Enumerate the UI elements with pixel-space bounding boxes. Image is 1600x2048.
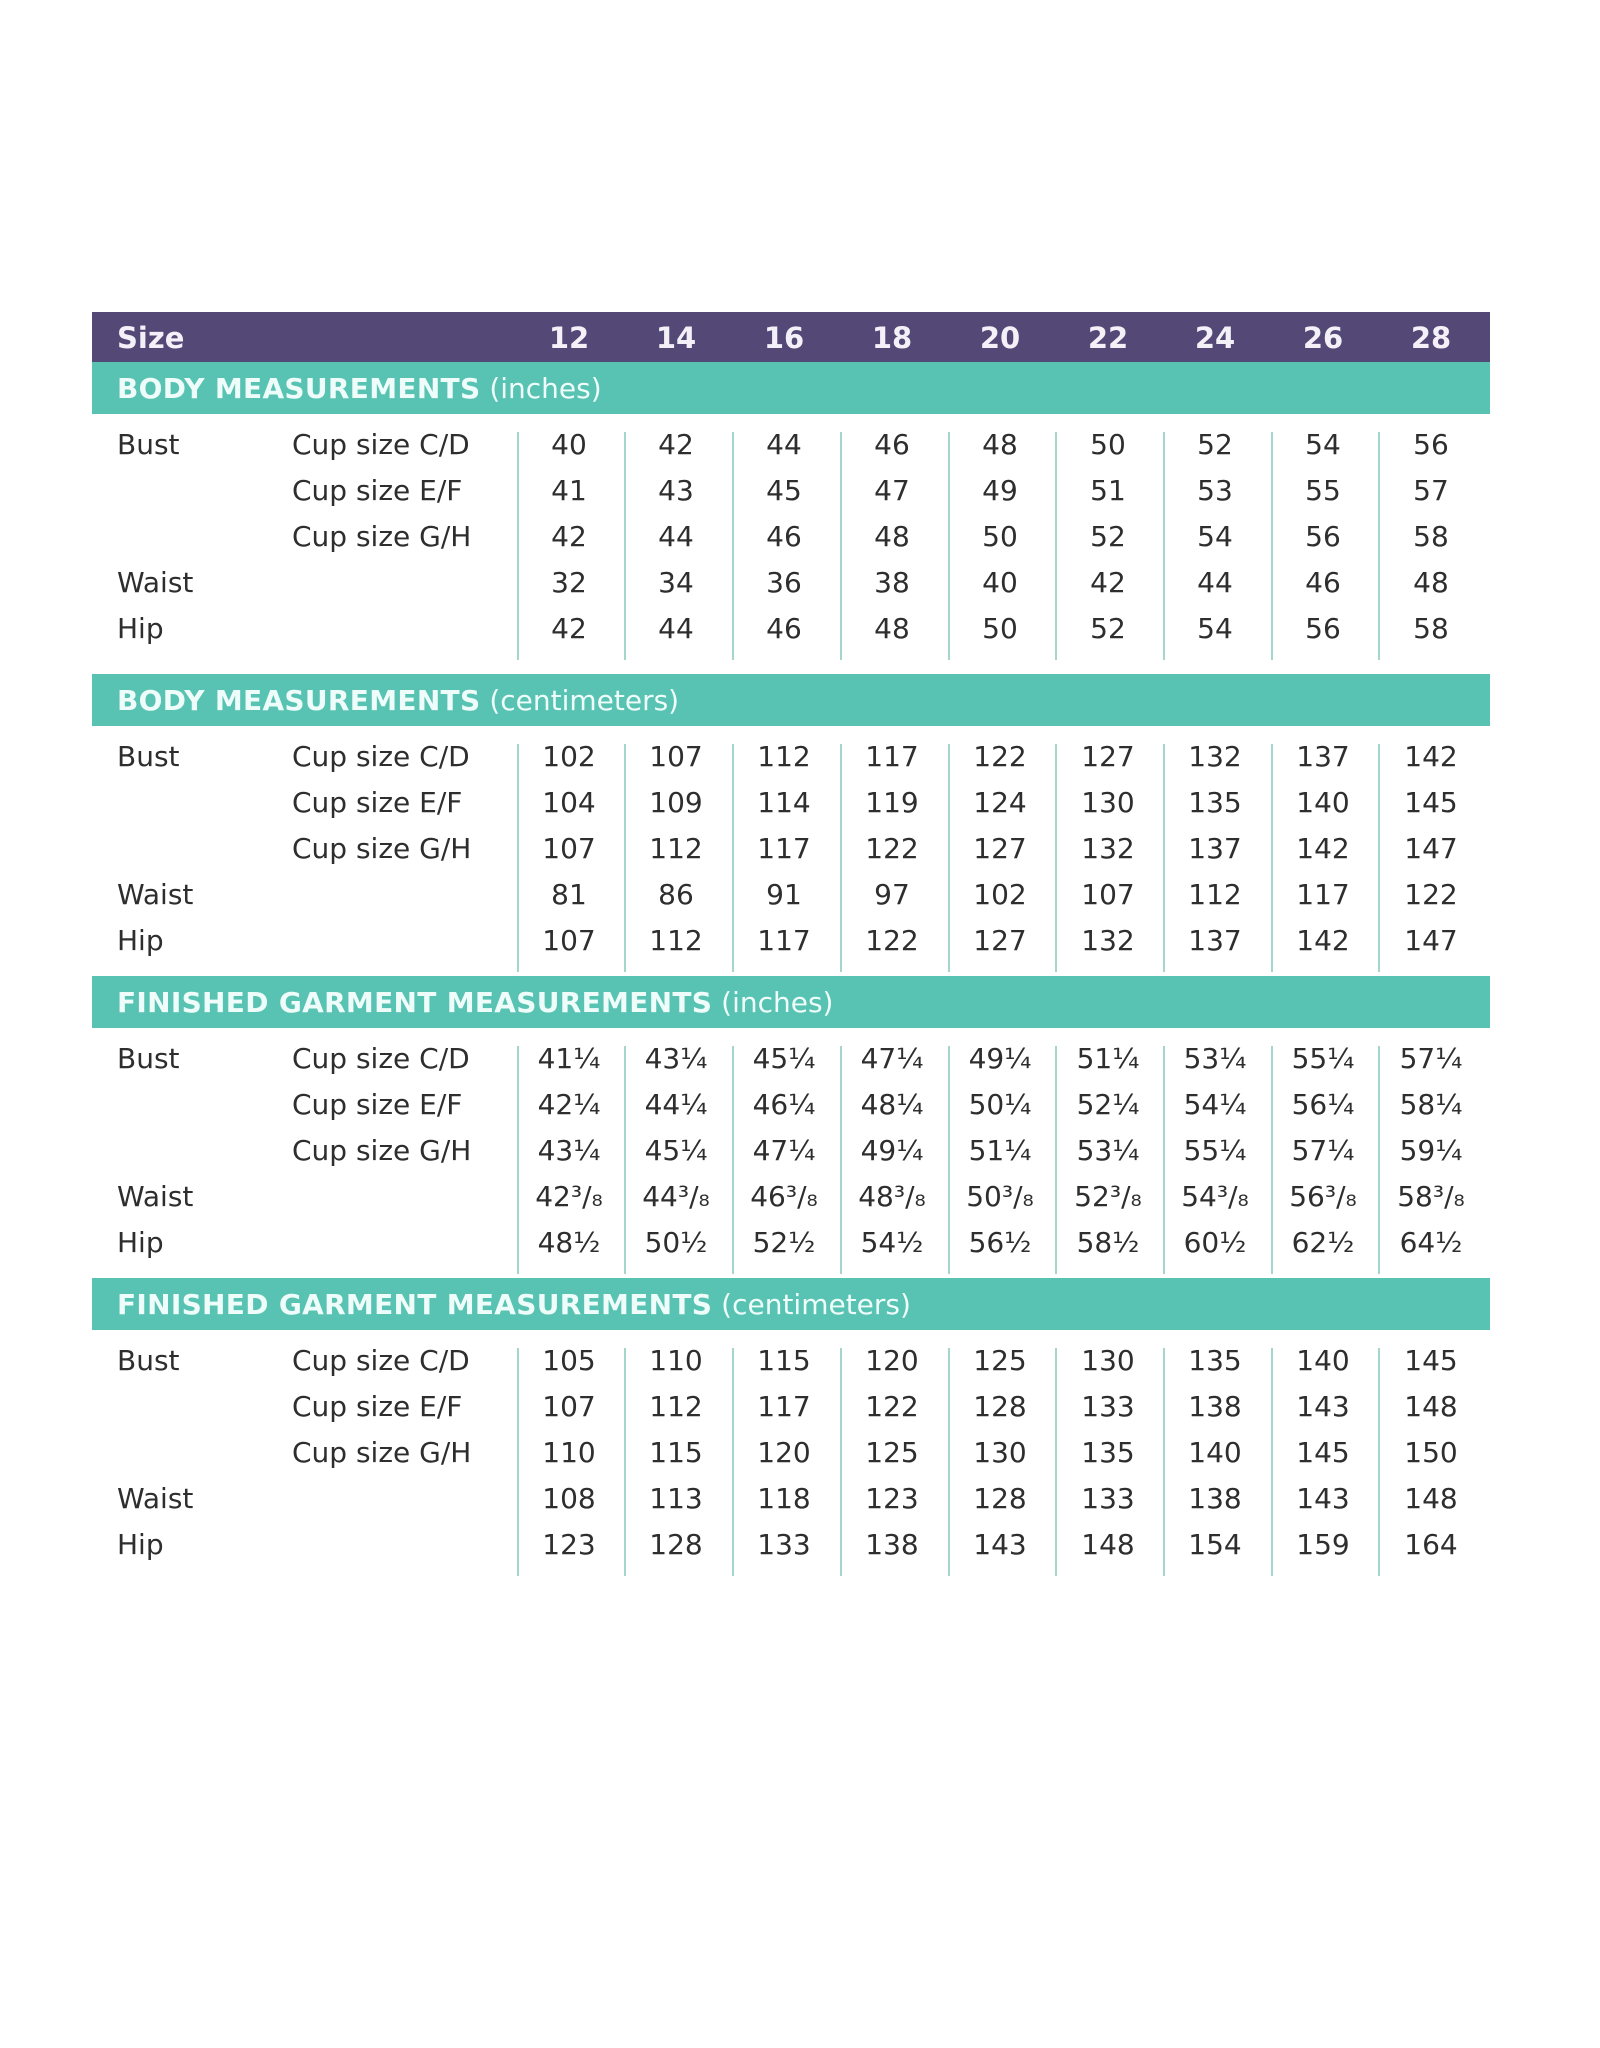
table-cell: 91 bbox=[766, 878, 802, 911]
table-cell: 123 bbox=[542, 1528, 596, 1561]
table-cell: 143 bbox=[1296, 1482, 1350, 1515]
table-cell: 44³/₈ bbox=[642, 1180, 710, 1213]
table-cell: 107 bbox=[1081, 878, 1135, 911]
table-cell: 115 bbox=[757, 1344, 811, 1377]
table-cell: 140 bbox=[1296, 786, 1350, 819]
table-cell: 147 bbox=[1404, 924, 1458, 957]
row-label: Bust bbox=[117, 740, 180, 773]
table-cell: 50½ bbox=[644, 1226, 708, 1259]
table-cell: 81 bbox=[551, 878, 587, 911]
table-cell: 58 bbox=[1413, 520, 1449, 553]
table-cell: 54½ bbox=[860, 1226, 924, 1259]
table-cell: 107 bbox=[542, 1390, 596, 1423]
table-cell: 43¼ bbox=[537, 1134, 601, 1167]
section-title-unit: (inches) bbox=[489, 372, 602, 405]
table-cell: 138 bbox=[1188, 1390, 1242, 1423]
table-cell: 112 bbox=[1188, 878, 1242, 911]
row-sublabel: Cup size E/F bbox=[292, 474, 463, 507]
table-row bbox=[92, 1088, 1490, 1134]
table-cell: 108 bbox=[542, 1482, 596, 1515]
table-cell: 64½ bbox=[1399, 1226, 1463, 1259]
table-cell: 41¼ bbox=[537, 1042, 601, 1075]
table-cell: 127 bbox=[1081, 740, 1135, 773]
row-label: Waist bbox=[117, 878, 194, 911]
table-cell: 54 bbox=[1197, 612, 1233, 645]
table-cell: 48³/₈ bbox=[858, 1180, 926, 1213]
table-cell: 52 bbox=[1090, 612, 1126, 645]
table-cell: 107 bbox=[542, 924, 596, 957]
row-label: Hip bbox=[117, 612, 164, 645]
table-cell: 47¼ bbox=[860, 1042, 924, 1075]
row-label: Waist bbox=[117, 566, 194, 599]
table-cell: 128 bbox=[973, 1482, 1027, 1515]
table-cell: 112 bbox=[649, 1390, 703, 1423]
table-cell: 58¼ bbox=[1399, 1088, 1463, 1121]
table-cell: 44¼ bbox=[644, 1088, 708, 1121]
table-cell: 47¼ bbox=[752, 1134, 816, 1167]
table-cell: 54³/₈ bbox=[1181, 1180, 1249, 1213]
table-cell: 127 bbox=[973, 832, 1027, 865]
table-cell: 48¼ bbox=[860, 1088, 924, 1121]
table-cell: 32 bbox=[551, 566, 587, 599]
table-cell: 117 bbox=[865, 740, 919, 773]
table-cell: 124 bbox=[973, 786, 1027, 819]
table-cell: 57 bbox=[1413, 474, 1449, 507]
section-header bbox=[92, 1278, 1490, 1330]
table-cell: 56 bbox=[1305, 520, 1341, 553]
table-row bbox=[92, 740, 1490, 786]
table-cell: 107 bbox=[542, 832, 596, 865]
table-cell: 55¼ bbox=[1183, 1134, 1247, 1167]
table-cell: 110 bbox=[542, 1436, 596, 1469]
table-cell: 115 bbox=[649, 1436, 703, 1469]
table-cell: 40 bbox=[551, 428, 587, 461]
table-cell: 140 bbox=[1188, 1436, 1242, 1469]
table-cell: 137 bbox=[1296, 740, 1350, 773]
table-cell: 51 bbox=[1090, 474, 1126, 507]
table-cell: 45¼ bbox=[752, 1042, 816, 1075]
table-cell: 137 bbox=[1188, 924, 1242, 957]
table-cell: 105 bbox=[542, 1344, 596, 1377]
table-cell: 43¼ bbox=[644, 1042, 708, 1075]
row-label: Hip bbox=[117, 1528, 164, 1561]
table-cell: 132 bbox=[1188, 740, 1242, 773]
row-sublabel: Cup size C/D bbox=[292, 1344, 470, 1377]
table-cell: 97 bbox=[874, 878, 910, 911]
table-cell: 46 bbox=[874, 428, 910, 461]
table-row bbox=[92, 924, 1490, 970]
table-cell: 42¼ bbox=[537, 1088, 601, 1121]
table-row bbox=[92, 520, 1490, 566]
table-row bbox=[92, 1436, 1490, 1482]
size-col-header: 12 bbox=[548, 321, 590, 355]
table-cell: 120 bbox=[757, 1436, 811, 1469]
size-col-header: 28 bbox=[1410, 321, 1452, 355]
table-cell: 58 bbox=[1413, 612, 1449, 645]
table-cell: 145 bbox=[1404, 786, 1458, 819]
section-title-unit: (centimeters) bbox=[721, 1288, 911, 1321]
row-sublabel: Cup size C/D bbox=[292, 1042, 470, 1075]
table-row bbox=[92, 1042, 1490, 1088]
table-cell: 59¼ bbox=[1399, 1134, 1463, 1167]
table-cell: 46 bbox=[1305, 566, 1341, 599]
size-col-header: 20 bbox=[979, 321, 1021, 355]
table-cell: 137 bbox=[1188, 832, 1242, 865]
size-col-header: 26 bbox=[1302, 321, 1344, 355]
table-cell: 47 bbox=[874, 474, 910, 507]
table-cell: 57¼ bbox=[1399, 1042, 1463, 1075]
table-row bbox=[92, 612, 1490, 658]
table-cell: 127 bbox=[973, 924, 1027, 957]
size-col-header: 16 bbox=[763, 321, 805, 355]
table-cell: 117 bbox=[757, 924, 811, 957]
table-cell: 130 bbox=[1081, 786, 1135, 819]
table-cell: 46³/₈ bbox=[750, 1180, 818, 1213]
table-cell: 117 bbox=[757, 832, 811, 865]
table-cell: 56 bbox=[1305, 612, 1341, 645]
table-cell: 133 bbox=[1081, 1482, 1135, 1515]
table-cell: 50³/₈ bbox=[966, 1180, 1034, 1213]
table-cell: 40 bbox=[982, 566, 1018, 599]
section-header bbox=[92, 976, 1490, 1028]
table-cell: 86 bbox=[658, 878, 694, 911]
table-cell: 49¼ bbox=[860, 1134, 924, 1167]
size-header-row bbox=[92, 312, 1490, 362]
table-cell: 48½ bbox=[537, 1226, 601, 1259]
table-cell: 132 bbox=[1081, 924, 1135, 957]
table-cell: 46 bbox=[766, 520, 802, 553]
row-label: Hip bbox=[117, 1226, 164, 1259]
row-sublabel: Cup size G/H bbox=[292, 832, 472, 865]
table-cell: 142 bbox=[1296, 924, 1350, 957]
table-cell: 110 bbox=[649, 1344, 703, 1377]
table-cell: 125 bbox=[973, 1344, 1027, 1377]
row-sublabel: Cup size G/H bbox=[292, 1134, 472, 1167]
table-cell: 117 bbox=[1296, 878, 1350, 911]
table-cell: 42³/₈ bbox=[535, 1180, 603, 1213]
table-row bbox=[92, 1134, 1490, 1180]
table-cell: 48 bbox=[982, 428, 1018, 461]
table-cell: 132 bbox=[1081, 832, 1135, 865]
table-cell: 50 bbox=[982, 612, 1018, 645]
size-header-label: Size bbox=[117, 321, 185, 355]
table-cell: 130 bbox=[973, 1436, 1027, 1469]
table-cell: 147 bbox=[1404, 832, 1458, 865]
table-row bbox=[92, 1344, 1490, 1390]
table-cell: 48 bbox=[874, 612, 910, 645]
table-cell: 135 bbox=[1081, 1436, 1135, 1469]
table-cell: 60½ bbox=[1183, 1226, 1247, 1259]
section-body bbox=[92, 414, 1490, 674]
row-sublabel: Cup size C/D bbox=[292, 428, 470, 461]
table-row bbox=[92, 1226, 1490, 1272]
table-cell: 107 bbox=[649, 740, 703, 773]
size-col-header: 14 bbox=[655, 321, 697, 355]
table-cell: 120 bbox=[865, 1344, 919, 1377]
row-label: Bust bbox=[117, 428, 180, 461]
table-cell: 56 bbox=[1413, 428, 1449, 461]
table-cell: 138 bbox=[865, 1528, 919, 1561]
table-cell: 128 bbox=[973, 1390, 1027, 1423]
table-cell: 52 bbox=[1090, 520, 1126, 553]
section-title-unit: (inches) bbox=[721, 986, 834, 1019]
table-cell: 57¼ bbox=[1291, 1134, 1355, 1167]
table-cell: 44 bbox=[1197, 566, 1233, 599]
table-row bbox=[92, 474, 1490, 520]
table-cell: 42 bbox=[1090, 566, 1126, 599]
table-cell: 44 bbox=[658, 612, 694, 645]
table-cell: 54¼ bbox=[1183, 1088, 1247, 1121]
table-cell: 49 bbox=[982, 474, 1018, 507]
table-cell: 143 bbox=[973, 1528, 1027, 1561]
table-row bbox=[92, 1390, 1490, 1436]
table-cell: 122 bbox=[865, 924, 919, 957]
table-cell: 38 bbox=[874, 566, 910, 599]
table-cell: 112 bbox=[649, 832, 703, 865]
table-cell: 143 bbox=[1296, 1390, 1350, 1423]
table-cell: 42 bbox=[551, 612, 587, 645]
section-title bbox=[117, 372, 602, 405]
table-cell: 102 bbox=[542, 740, 596, 773]
table-cell: 52½ bbox=[752, 1226, 816, 1259]
size-chart-table bbox=[92, 312, 1490, 1590]
table-row bbox=[92, 1482, 1490, 1528]
size-col-header: 22 bbox=[1087, 321, 1129, 355]
table-row bbox=[92, 566, 1490, 612]
row-label: Bust bbox=[117, 1042, 180, 1075]
table-cell: 135 bbox=[1188, 786, 1242, 819]
table-cell: 133 bbox=[1081, 1390, 1135, 1423]
table-cell: 55 bbox=[1305, 474, 1341, 507]
table-cell: 50 bbox=[1090, 428, 1126, 461]
row-sublabel: Cup size E/F bbox=[292, 786, 463, 819]
table-cell: 54 bbox=[1305, 428, 1341, 461]
section-title bbox=[117, 1288, 911, 1321]
section-title-main: FINISHED GARMENT MEASUREMENTS bbox=[117, 1288, 713, 1321]
section-title-main: BODY MEASUREMENTS bbox=[117, 372, 481, 405]
table-cell: 140 bbox=[1296, 1344, 1350, 1377]
table-cell: 50¼ bbox=[968, 1088, 1032, 1121]
size-col-header: 24 bbox=[1194, 321, 1236, 355]
table-cell: 133 bbox=[757, 1528, 811, 1561]
row-label: Hip bbox=[117, 924, 164, 957]
table-cell: 46¼ bbox=[752, 1088, 816, 1121]
table-row bbox=[92, 878, 1490, 924]
table-cell: 56³/₈ bbox=[1289, 1180, 1357, 1213]
table-cell: 122 bbox=[865, 1390, 919, 1423]
table-cell: 113 bbox=[649, 1482, 703, 1515]
table-cell: 142 bbox=[1404, 740, 1458, 773]
table-cell: 50 bbox=[982, 520, 1018, 553]
table-cell: 53¼ bbox=[1076, 1134, 1140, 1167]
table-cell: 114 bbox=[757, 786, 811, 819]
table-cell: 46 bbox=[766, 612, 802, 645]
table-cell: 34 bbox=[658, 566, 694, 599]
size-col-header: 18 bbox=[871, 321, 913, 355]
section-header bbox=[92, 674, 1490, 726]
table-cell: 150 bbox=[1404, 1436, 1458, 1469]
row-label: Bust bbox=[117, 1344, 180, 1377]
table-cell: 58³/₈ bbox=[1397, 1180, 1465, 1213]
section-title-main: BODY MEASUREMENTS bbox=[117, 684, 481, 717]
table-cell: 53¼ bbox=[1183, 1042, 1247, 1075]
table-cell: 164 bbox=[1404, 1528, 1458, 1561]
table-cell: 45¼ bbox=[644, 1134, 708, 1167]
sections-container bbox=[92, 362, 1490, 1590]
row-label: Waist bbox=[117, 1482, 194, 1515]
table-cell: 123 bbox=[865, 1482, 919, 1515]
table-cell: 112 bbox=[757, 740, 811, 773]
table-cell: 130 bbox=[1081, 1344, 1135, 1377]
table-row bbox=[92, 428, 1490, 474]
row-sublabel: Cup size E/F bbox=[292, 1390, 463, 1423]
table-cell: 148 bbox=[1404, 1390, 1458, 1423]
table-cell: 104 bbox=[542, 786, 596, 819]
table-cell: 145 bbox=[1296, 1436, 1350, 1469]
table-cell: 125 bbox=[865, 1436, 919, 1469]
table-cell: 119 bbox=[865, 786, 919, 819]
table-cell: 51¼ bbox=[1076, 1042, 1140, 1075]
table-cell: 44 bbox=[658, 520, 694, 553]
table-cell: 128 bbox=[649, 1528, 703, 1561]
table-cell: 109 bbox=[649, 786, 703, 819]
section-body bbox=[92, 1028, 1490, 1278]
section-title-unit: (centimeters) bbox=[489, 684, 680, 717]
table-cell: 56½ bbox=[968, 1226, 1032, 1259]
table-cell: 145 bbox=[1404, 1344, 1458, 1377]
table-cell: 55¼ bbox=[1291, 1042, 1355, 1075]
table-cell: 118 bbox=[757, 1482, 811, 1515]
table-cell: 42 bbox=[658, 428, 694, 461]
table-cell: 52³/₈ bbox=[1074, 1180, 1142, 1213]
section-body bbox=[92, 1330, 1490, 1590]
table-cell: 43 bbox=[658, 474, 694, 507]
table-cell: 122 bbox=[973, 740, 1027, 773]
table-row bbox=[92, 786, 1490, 832]
table-cell: 48 bbox=[874, 520, 910, 553]
table-cell: 49¼ bbox=[968, 1042, 1032, 1075]
table-cell: 62½ bbox=[1291, 1226, 1355, 1259]
table-cell: 112 bbox=[649, 924, 703, 957]
section-header bbox=[92, 362, 1490, 414]
table-cell: 102 bbox=[973, 878, 1027, 911]
table-cell: 53 bbox=[1197, 474, 1233, 507]
table-row bbox=[92, 1180, 1490, 1226]
row-sublabel: Cup size G/H bbox=[292, 1436, 472, 1469]
section-body bbox=[92, 726, 1490, 976]
row-sublabel: Cup size C/D bbox=[292, 740, 470, 773]
table-cell: 148 bbox=[1404, 1482, 1458, 1515]
table-row bbox=[92, 832, 1490, 878]
section-title-main: FINISHED GARMENT MEASUREMENTS bbox=[117, 986, 713, 1019]
table-cell: 135 bbox=[1188, 1344, 1242, 1377]
table-cell: 122 bbox=[865, 832, 919, 865]
row-sublabel: Cup size E/F bbox=[292, 1088, 463, 1121]
table-cell: 48 bbox=[1413, 566, 1449, 599]
table-cell: 58½ bbox=[1076, 1226, 1140, 1259]
section-title bbox=[117, 684, 679, 717]
table-cell: 51¼ bbox=[968, 1134, 1032, 1167]
table-cell: 117 bbox=[757, 1390, 811, 1423]
table-cell: 36 bbox=[766, 566, 802, 599]
table-cell: 142 bbox=[1296, 832, 1350, 865]
table-cell: 42 bbox=[551, 520, 587, 553]
row-sublabel: Cup size G/H bbox=[292, 520, 472, 553]
row-label: Waist bbox=[117, 1180, 194, 1213]
table-cell: 52 bbox=[1197, 428, 1233, 461]
table-cell: 54 bbox=[1197, 520, 1233, 553]
table-cell: 56¼ bbox=[1291, 1088, 1355, 1121]
table-row bbox=[92, 1528, 1490, 1574]
table-cell: 45 bbox=[766, 474, 802, 507]
table-cell: 52¼ bbox=[1076, 1088, 1140, 1121]
table-cell: 138 bbox=[1188, 1482, 1242, 1515]
table-cell: 44 bbox=[766, 428, 802, 461]
section-title bbox=[117, 986, 833, 1019]
table-cell: 159 bbox=[1296, 1528, 1350, 1561]
table-cell: 154 bbox=[1188, 1528, 1242, 1561]
table-cell: 122 bbox=[1404, 878, 1458, 911]
table-cell: 41 bbox=[551, 474, 587, 507]
table-cell: 148 bbox=[1081, 1528, 1135, 1561]
